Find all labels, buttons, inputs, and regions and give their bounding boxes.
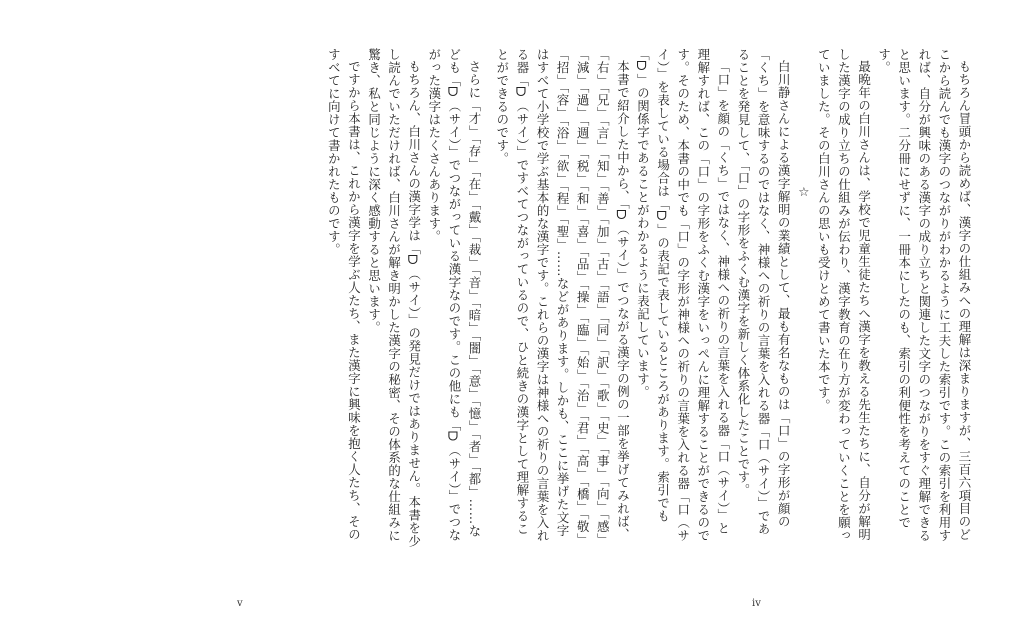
paragraph: ですから本書は、これから漢字を学ぶ人たち、また漢字に興味を抱く人たち、そのすべてに向けて書かれたものです。 (326, 48, 362, 542)
paragraph: 白川静さんによる漢字解明の業績として、最も有名なものは「口」の字形が顔の「くち」を意味するのではなく、神様への祈りの言葉を入れる器「口（サイ）」であることを発見して、「口」の字形をふくむ漢字を新しく体系化したことです。 (735, 48, 792, 536)
paragraph: 本書で紹介した中から、「ᗜ（サイ）」でつながる漢字の例の一部を挙げてみれば、「右」「兄」「言」「知」「善」「加」「古」「語」「同」「訳」「歌」「史」「事」「向」「感」「減」「過」「週」「税」「和」「喜」「品」「操」「臨」「始」「治」「君」「高」「橋」「敬」「招」「容」「浴」「欲」「程」「聖」……などがあります。しかも、ここに挙げた文字はすべて小学校で学ぶ基本的な漢字です。これらの漢字は神様への祈りの言葉を入れる器「ᗜ（サイ）」ですべてつながっているので、ひと続きの漢字として理解することができるのです。 (494, 48, 631, 547)
left-page-body (316, 48, 484, 548)
paragraph: もちろん、白川さんの漢字学は「ᗜ（サイ）」の発見だけではありません。本書を少し読んでいただければ、白川さんが解き明かした漢字の秘密、その体系的な仕組みに驚き、私と同じように深く感動すると思います。 (366, 48, 422, 548)
page-number-right: iv (752, 598, 761, 609)
paragraph: もちろん冒頭から読めば、漢字の仕組みへの理解は深まりますが、三百六項目のどこから読んでも漢字のつながりがわかるように工夫した索引です。この索引を利用すれば、自分が興味のある漢字の成り立ちと関連した文字のつながりをすぐ理解できると思います。二分冊にせずに、一冊本にしたのも、索引の利便性を考えてのことです。 (876, 48, 972, 542)
paragraph: 「口」を顔の「くち」ではなく、神様への祈りの言葉を入れる器「口（サイ）」と理解すれば、この「口」の字形をふくむ漢字をいっぺんに理解することができるのです。そのため、本書の中でも「口」の字形が神様への祈りの言葉を入れる器「口（サイ）」を表している場合は「ᗜ」の表記で表しているところがあります。索引でも「ᗜ」の関係字であることがわかるように表記しています。 (635, 48, 731, 542)
right-page-body (494, 48, 974, 548)
section-separator-star: ☆ (796, 184, 812, 200)
page-number-left: v (237, 598, 243, 609)
paragraph: さらに「才」「存」「在」「戴」「裁」「音」「暗」「闇」「意」「憶」「者」「都」……なども「ᗜ（サイ）」でつながっている漢字なのです。この他にも「ᗜ（サイ）」でつながった漢字はたくさんあります。 (426, 48, 482, 542)
right-page (494, 0, 1024, 641)
paragraph: 最晩年の白川さんは、学校で児童生徒たちへ漢字を教える先生たちに、自分が解明した漢字の成り立ちの仕組みが伝わり、漢字教育の在り方が変わっていくことを願っていました。その白川さんの思いも受けとめて書いた本です。 (816, 48, 872, 542)
